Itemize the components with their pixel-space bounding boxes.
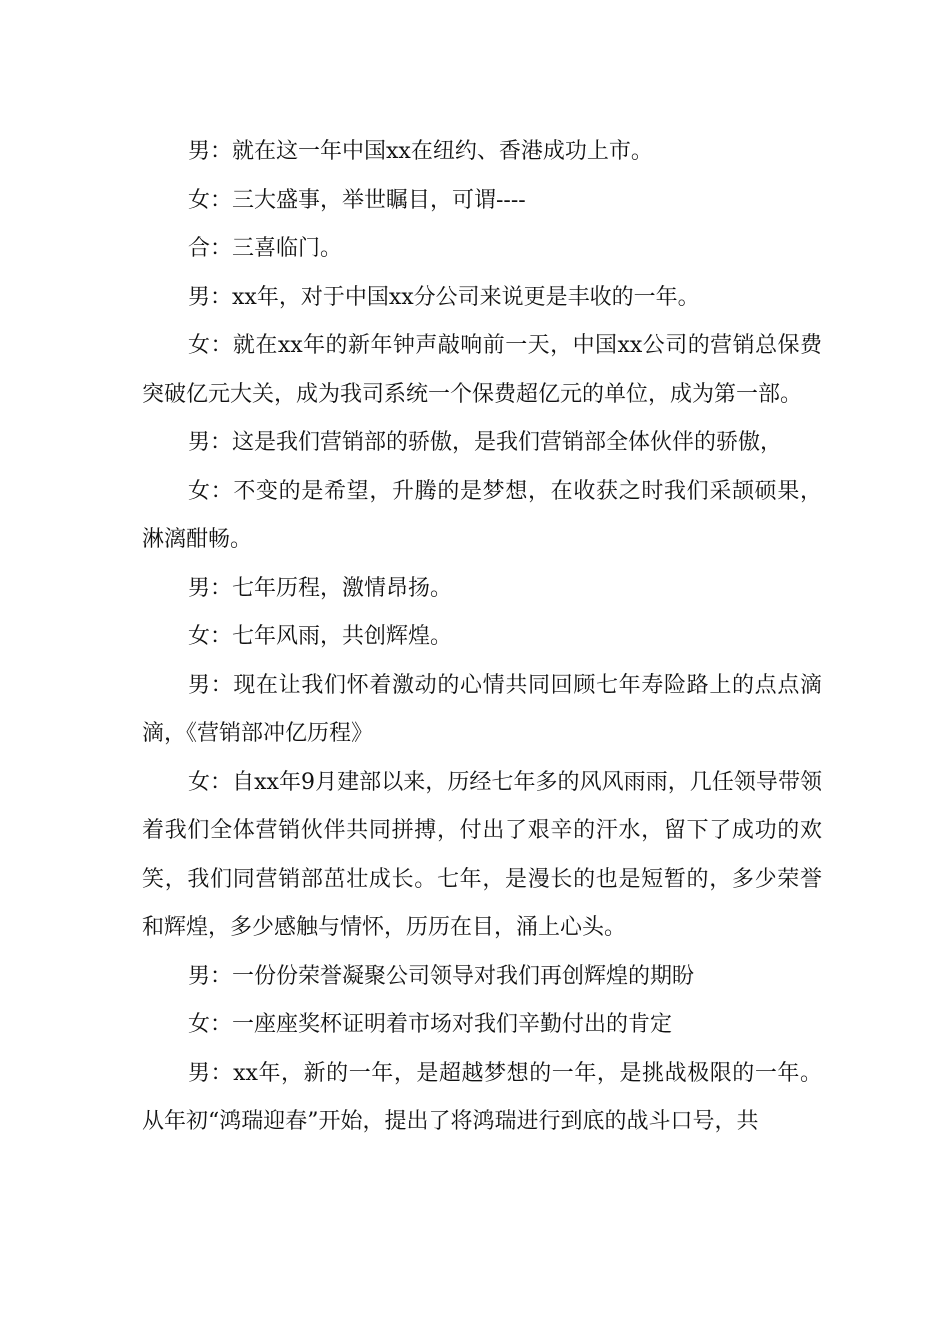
paragraph-8: 男：七年历程，激情昂扬。 [188,575,453,601]
paragraph-14: 男：xx年，新的一年，是超越梦想的一年，是挑战极限的一年。从年初“鸿瑞迎春”开始，提出了将鸿瑞进行到底的战斗口号，共 [142,1060,822,1134]
paragraph-7: 女：不变的是希望，升腾的是梦想，在收获之时我们采颉硕果，淋漓酣畅。 [142,478,822,552]
paragraph-12: 男：一份份荣誉凝聚公司领导对我们再创辉煌的期盼 [188,963,695,989]
paragraph-3: 合：三喜临门。 [188,236,343,261]
paragraph-10: 男：现在让我们怀着激动的心情共同回顾七年寿险路上的点点滴滴，《营销部冲亿历程》 [142,672,822,746]
document-body [142,128,822,1147]
paragraph-1: 男：就在这一年中国xx在纽约、香港成功上市。 [188,139,653,164]
paragraph-5: 女：就在xx年的新年钟声敲响前一天，中国xx公司的营销总保费突破亿元大关，成为我司系统一个保费超亿元的单位，成为第一部。 [142,333,822,407]
paragraph-9: 女：七年风雨，共创辉煌。 [188,624,453,649]
paragraph-2: 女：三大盛事，举世瞩目，可谓---- [188,187,526,213]
paragraph-6: 男：这是我们营销部的骄傲，是我们营销部全体伙伴的骄傲， [188,430,783,455]
paragraph-4: 男：xx年，对于中国xx分公司来说更是丰收的一年。 [188,284,700,310]
paragraph-13: 女：一座座奖杯证明着市场对我们辛勤付出的肯定 [188,1012,673,1037]
paragraph-11: 女：自xx年9月建部以来，历经七年多的风风雨雨，几任领导带领着我们全体营销伙伴共同拼搏，付出了艰辛的汗水，留下了成功的欢笑，我们同营销部茁壮成长。七年，是漫长的也是短暂的，多少荣誉和辉煌，多少感触与情怀，历历在目，涌上心头。 [142,769,822,940]
